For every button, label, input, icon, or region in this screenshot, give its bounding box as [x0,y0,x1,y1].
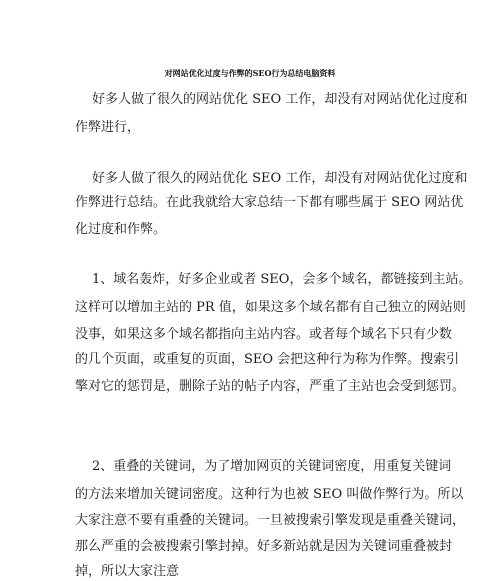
paragraph-4-line-2: 的方法来增加关键词密度。这种行为也被 SEO 叫做作弊行为。所以 [75,487,464,502]
paragraph-4-line-4: 那么严重的会被搜索引擎封掉。好多新站就是因为关键词重叠被封 [75,539,453,554]
paragraph-2-line-1: 好多人做了很久的网站优化 SEO 工作，却没有对网站优化过度和 [92,171,468,186]
paragraph-4-line-3: 大家注意不要有重叠的关键词。一旦被搜索引擎发现是重叠关键词， [75,513,466,528]
paragraph-2-line-2: 作弊进行总结。在此我就给大家总结一下都有哪些属于 SEO 网站优 [75,195,464,210]
paragraph-3-line-3: 没事，如果这多个域名都指向主站内容。或者每个域名下只有少数 [75,327,453,342]
paragraph-4-line-1: 2、重叠的关键词，为了增加网页的关键词密度，用重复关键词 [92,459,452,474]
paragraph-3-line-4: 的几个页面，或重复的页面，SEO 会把这种行为称为作弊。搜索引 [75,352,460,367]
paragraph-3-line-1: 1、域名轰炸，好多企业或者 SEO，会多个域名，都链接到主站。 [92,272,472,287]
paragraph-2-line-3: 化过度和作弊。 [75,222,167,237]
paragraph-3-line-2: 这样可以增加主站的 PR 值，如果这多个域名都有自己独立的网站则 [75,300,466,315]
paragraph-3-line-5: 擎对它的惩罚是，删除子站的帖子内容，严重了主站也会受到惩罚。 [75,379,466,394]
paragraph-4-line-5: 掉，所以大家注意 [75,564,180,579]
paragraph-1-line-1: 好多人做了很久的网站优化 SEO 工作，却没有对网站优化过度和 [92,92,468,107]
paragraph-1-line-2: 作弊进行， [75,120,141,135]
document-title: 对网站优化过度与作弊的SEO行为总结电脑资料 [164,68,336,78]
